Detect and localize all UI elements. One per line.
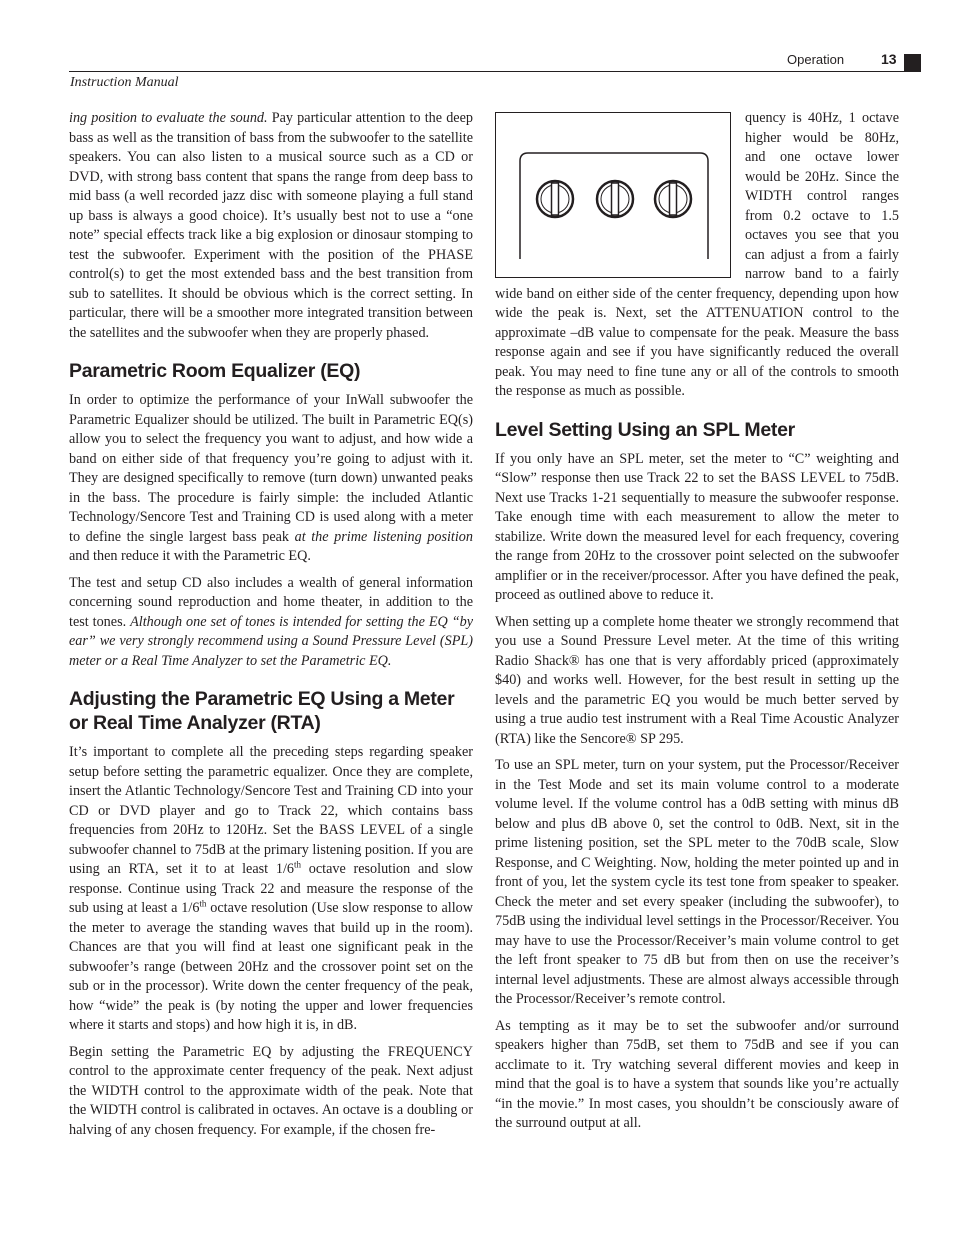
heading-parametric-eq: Parametric Room Equalizer (EQ) [69,360,361,382]
paragraph-phase-text: Pay particular attention to the deep bass as well as the transition of bass from the subwoofer to the satellite speakers. You can also listen to a musical source such as a CD or DVD, with strong bass content that spans the range from deep bass to mid bass (a well recorded jazz disc with someone playing a full stand up bass is always a good choice). It’s usually best not to use a “one note” special effects track like a big explosion or dinosaur stomping to test the subwoofer. Experiment with the position of the PHASE control(s) to get the most extended bass and the best transition from sub to satellites. It should be obvious which is the correct setting. In particular, there will be a smoother more integrated transition between the satellites and the subwoofer when they are properly phased. [69,110,473,341]
paragraph-spl-only: If you only have an SPL meter, set the meter to “C” weighting and “Slow” response then use Track 22 to set the BASS LEVEL to 75dB. Next use Tracks 1-21 sequentially to measure the subwoofer response. Take enough time with each measurement to allow the meter to stabilize. Write down the measured level for each frequency, covering the range from 20Hz to the crossover point selected on the subwoofer amplifier or in the receiver/processor. After you have defined the peak, proceed as outlined above to reduce it. [495,450,899,603]
paragraph-rta-c: octave resolution (Use slow response to allow the meter to average the standing waves that build up in the room). Chances are that you will find at least one significant peak in the subwoofer’s range (between 20Hz and the crossover point set on the sub or in the processor). Write down the center frequency of the peak, how “wide” the peak is (by noting the upper and lower frequencies where it starts and stops) and how high it is, in dB. [69,900,473,1033]
superscript-th-1: th [293,859,301,870]
paragraph-home-theater: When setting up a complete home theater we strongly recommend that you use a Sound Pressure Level meter. At the time of this writing Radio Shack® has one that is very affordably priced (approximately $40) and works well. However, for the best result in setting up the levels and the parametric EQ you would be much better served by using a true audio test instrument with a Real Time Acoustic Analyzer (RTA) like the Sencore® SP 295. [495,613,899,747]
paragraph-use-spl: To use an SPL meter, turn on your system, put the Processor/Receiver in the Test Mode and set its main volume control to a moderate volume level. If the volume control has a 0dB setting with minus dB below and plus dB above 0, set the control to 0dB. Next, sit in the prime listening position, set the SPL meter to the 70dB scale, Slow Response, and C Weighting. Now, holding the meter pointed up and in front of you, let the system cycle its test tone from speaker to speaker. Check the meter and set every speaker (including the subwoofer), to 75dB using the individual level settings in the Processor/Receiver. You may have to use the Processor/Receiver’s main volume control to get the left front speaker to 75 dB but from then on use the receiver’s internal level adjustments. These are almost always accessible through the Processor/Receiver’s remote control. [495,757,899,1007]
frequency-knob-icon [537,181,573,217]
paragraph-test-cd-a: The test and setup CD also includes a wealth of general information concerning sound reproduction and home theater, in addition to the test tones. [69,574,473,630]
right-column [495,109,899,1141]
heading-spl-meter: Level Setting Using an SPL Meter [495,418,795,441]
paragraph-test-cd [69,574,473,672]
paragraph-test-cd-italic: Although one set of tones is intended for setting the EQ “by ear” we very strongly recommend using a Sound Pressure Level (SPL) meter or a Real Time Analyzer to set the Parametric EQ. [69,613,473,669]
paragraph-eq-intro [69,391,473,567]
document-title: Instruction Manual [70,75,179,90]
paragraph-octave-width: quency is 40Hz, 1 octave higher would be 80Hz, and one octave lower would be 20Hz. Since the WIDTH control ranges from 0.2 octave to 1.5 octaves you see that you can adjust a from a fairly narrow band to a fairly wide band on either side of the center frequency, depending upon how wide the peak is. Next, set the ATTENUATION control to the approximate –dB value to compensate for the peak. Measure the bass response again and see if you have significantly reduced the overall peak. You may need to fine tune any or all of the controls to smooth the response as much as possible. [495,110,899,399]
page-marker-block [904,54,921,72]
paragraph-phase [69,109,473,343]
paragraph-eq-intro-italic: at the prime listening position [294,528,473,545]
paragraph-phase-italic: ing position to evaluate the sound. [69,110,268,126]
eq-knobs-illustration [496,113,732,279]
header-rule [69,71,921,72]
paragraph-frequency-control: Begin setting the Parametric EQ by adjusting the FREQUENCY control to the approximate center frequency of the peak. Next adjust the WIDTH control to the approximate width of the peak. Note that the WIDTH control is calibrated in octaves. An octave is a doubling or halving of any chosen frequency. For example, if the chosen fre- [69,1043,473,1138]
superscript-th-2: th [199,898,207,909]
left-column [69,109,473,1147]
paragraph-eq-intro-b: and then reduce it with the Parametric EQ. [69,548,311,564]
paragraph-rta-steps [69,743,473,1036]
attenuation-knob-icon [655,181,691,217]
paragraph-rta-a: It’s important to complete all the preceding steps regarding speaker setup before setting the parametric equalizer. Once they are complete, insert the Atlantic Technology/Sencore Test and Training CD into your CD or DVD player and go to Track 22, which contains bass frequencies from 20Hz to 120Hz. Set the BASS LEVEL of a single subwoofer channel to 75dB at the primary listening position. If you are using an RTA, set it to at least 1/6 [69,744,473,877]
section-label: Operation [787,52,845,67]
eq-knobs-figure [495,112,731,278]
paragraph-eq-intro-a: In order to optimize the performance of your InWall subwoofer the Parametric Equalizer should be utilized. The built in Parametric EQ(s) allow you to select the frequency you want to adjust, and how wide a band on either side of that frequency you’re going to adjust with it. They are designed specifically to remove (turn down) unwanted peaks in the bass. The procedure is fairly simple: the included Atlantic Technology/Sencore Test and Training CD is used along with a meter to define the single largest bass peak [69,392,473,545]
page-number: 13 [881,51,897,67]
heading-adjusting-eq: Adjusting the Parametric EQ Using a Meter or Real Time Analyzer (RTA) [69,688,455,734]
width-knob-icon [597,181,633,217]
paragraph-tempting: As tempting as it may be to set the subwoofer and/or surround speakers higher than 75dB, set them to 75dB and see if you can acclimate to it. Try watching several different movies and keep in mind that the goal is to have a system that sounds like you’re actually “in the movie.” In most cases, you shouldn’t be consciously aware of the surround output at all. [495,1017,899,1131]
paragraph-rta-b: octave resolution and slow response. Continue using Track 22 and measure the response of the sub using at least a 1/6 [69,861,473,916]
